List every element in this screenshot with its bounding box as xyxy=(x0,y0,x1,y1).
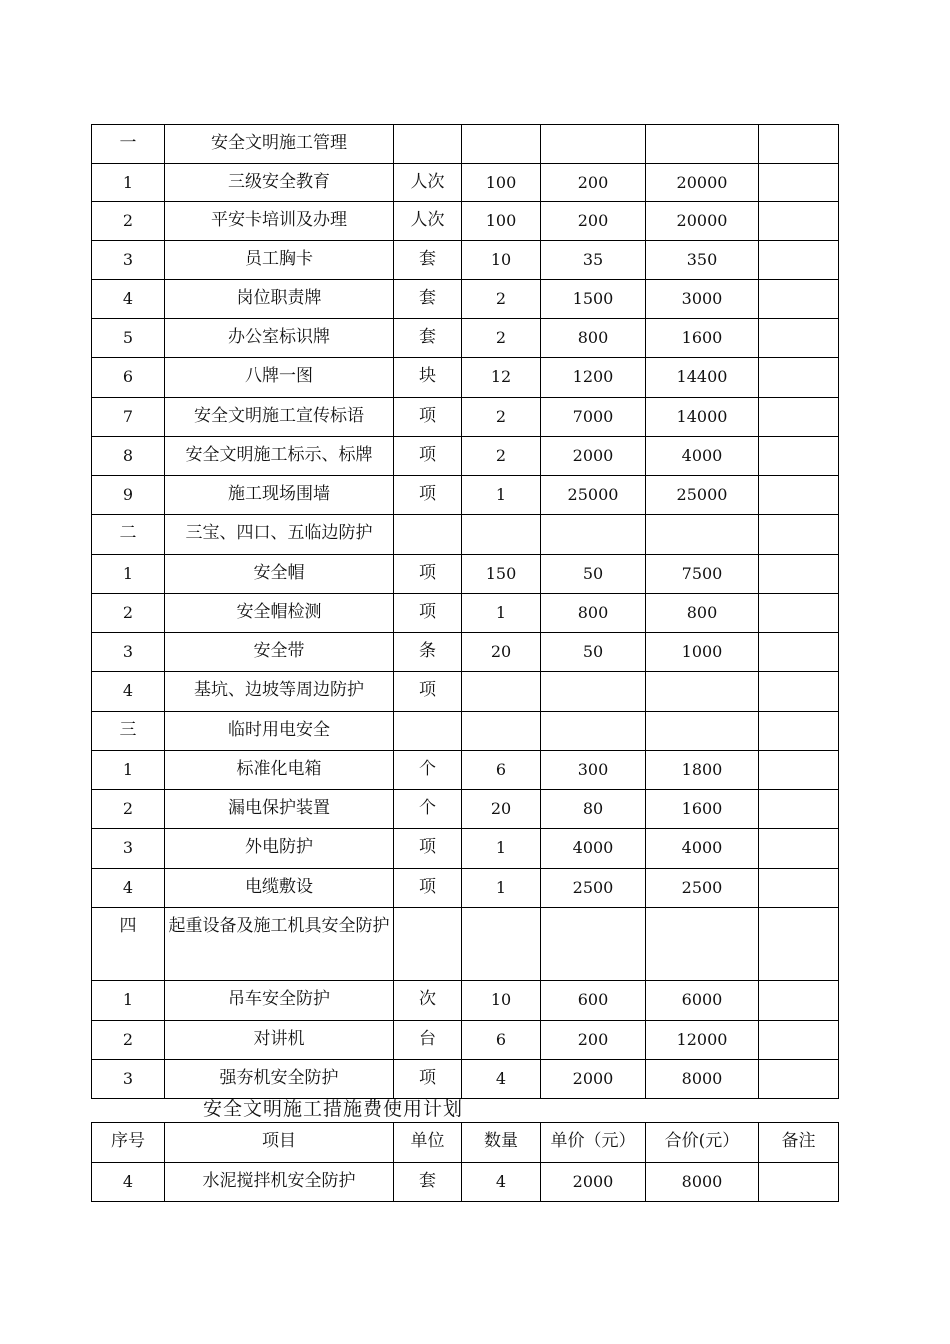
cell-no: 4 xyxy=(92,280,165,319)
cell-total: 1600 xyxy=(646,790,759,829)
header-unit: 单位 xyxy=(394,1123,462,1163)
cell-unit: 个 xyxy=(394,751,462,790)
table-row xyxy=(92,280,839,319)
cell-unit: 项 xyxy=(394,437,462,476)
cell-total: 350 xyxy=(646,241,759,280)
cell-qty: 12 xyxy=(462,358,541,398)
cell-qty: 2 xyxy=(462,398,541,437)
cell-price: 2500 xyxy=(541,869,646,908)
cell-total: 20000 xyxy=(646,202,759,241)
table-row xyxy=(92,125,839,164)
cell-no: 1 xyxy=(92,981,165,1021)
cell-unit xyxy=(394,125,462,164)
cell-no: 4 xyxy=(92,1163,165,1202)
cell-item: 水泥搅拌机安全防护 xyxy=(165,1163,394,1202)
cell-price xyxy=(541,712,646,751)
cell-note xyxy=(759,594,839,633)
cell-price: 2000 xyxy=(541,1163,646,1202)
cell-note xyxy=(759,1163,839,1202)
cell-total xyxy=(646,672,759,712)
cell-unit: 项 xyxy=(394,829,462,869)
cell-note xyxy=(759,280,839,319)
cell-no: 8 xyxy=(92,437,165,476)
cell-unit: 项 xyxy=(394,1060,462,1099)
cell-note xyxy=(759,398,839,437)
cell-no: 1 xyxy=(92,751,165,790)
cell-total: 4000 xyxy=(646,829,759,869)
cell-note xyxy=(759,1021,839,1060)
table-row xyxy=(92,164,839,202)
cell-no: 3 xyxy=(92,829,165,869)
cell-qty: 1 xyxy=(462,476,541,515)
cell-note xyxy=(759,908,839,981)
header-note: 备注 xyxy=(759,1123,839,1163)
cell-note xyxy=(759,241,839,280)
cell-qty xyxy=(462,908,541,981)
table-row xyxy=(92,202,839,241)
cell-price: 800 xyxy=(541,319,646,358)
header-qty: 数量 xyxy=(462,1123,541,1163)
cell-qty: 4 xyxy=(462,1163,541,1202)
cell-note xyxy=(759,672,839,712)
cell-item: 安全文明施工管理 xyxy=(165,125,394,164)
header-item: 项目 xyxy=(165,1123,394,1163)
cell-price xyxy=(541,515,646,555)
table-row xyxy=(92,829,839,869)
cell-total xyxy=(646,908,759,981)
cell-item: 外电防护 xyxy=(165,829,394,869)
cell-total: 1000 xyxy=(646,633,759,672)
cell-note xyxy=(759,476,839,515)
cell-qty: 2 xyxy=(462,437,541,476)
table-row xyxy=(92,398,839,437)
cell-total xyxy=(646,712,759,751)
cell-total: 800 xyxy=(646,594,759,633)
cell-note xyxy=(759,712,839,751)
table-row xyxy=(92,672,839,712)
cell-item: 八牌一图 xyxy=(165,358,394,398)
table-header-row xyxy=(92,1123,839,1163)
cell-qty: 1 xyxy=(462,869,541,908)
cell-total: 25000 xyxy=(646,476,759,515)
table-row xyxy=(92,476,839,515)
table-row xyxy=(92,712,839,751)
cell-no: 2 xyxy=(92,202,165,241)
table-row xyxy=(92,319,839,358)
cell-total: 8000 xyxy=(646,1060,759,1099)
cell-no: 4 xyxy=(92,869,165,908)
cell-note xyxy=(759,437,839,476)
cell-item: 安全文明施工标示、标牌 xyxy=(165,437,394,476)
cell-note xyxy=(759,751,839,790)
cell-item: 三宝、四口、五临边防护 xyxy=(165,515,394,555)
table-row xyxy=(92,241,839,280)
cell-price: 200 xyxy=(541,164,646,202)
cell-price xyxy=(541,672,646,712)
cell-unit xyxy=(394,908,462,981)
cell-item: 电缆敷设 xyxy=(165,869,394,908)
cell-total: 8000 xyxy=(646,1163,759,1202)
cell-price: 300 xyxy=(541,751,646,790)
cell-qty xyxy=(462,672,541,712)
cell-no: 4 xyxy=(92,672,165,712)
cell-price: 200 xyxy=(541,202,646,241)
cell-no: 二 xyxy=(92,515,165,555)
cell-note xyxy=(759,869,839,908)
cell-qty xyxy=(462,712,541,751)
cell-item: 安全带 xyxy=(165,633,394,672)
cell-unit xyxy=(394,515,462,555)
cell-item: 强夯机安全防护 xyxy=(165,1060,394,1099)
cell-no: 3 xyxy=(92,241,165,280)
cell-unit: 个 xyxy=(394,790,462,829)
cell-qty: 150 xyxy=(462,555,541,594)
cell-unit: 套 xyxy=(394,319,462,358)
cell-price xyxy=(541,125,646,164)
cell-total: 4000 xyxy=(646,437,759,476)
cell-item: 安全帽 xyxy=(165,555,394,594)
table-row xyxy=(92,358,839,398)
cell-unit: 项 xyxy=(394,594,462,633)
cell-total: 3000 xyxy=(646,280,759,319)
cell-unit: 块 xyxy=(394,358,462,398)
cell-qty: 2 xyxy=(462,280,541,319)
cell-item: 起重设备及施工机具安全防护 xyxy=(165,908,394,981)
cell-no: 四 xyxy=(92,908,165,981)
cell-price: 2000 xyxy=(541,437,646,476)
cell-no: 1 xyxy=(92,555,165,594)
header-price: 单价（元） xyxy=(541,1123,646,1163)
cell-no: 2 xyxy=(92,594,165,633)
cell-total: 1800 xyxy=(646,751,759,790)
cell-unit: 套 xyxy=(394,1163,462,1202)
table-row xyxy=(92,981,839,1021)
table-row xyxy=(92,908,839,981)
cell-note xyxy=(759,125,839,164)
cell-note xyxy=(759,358,839,398)
cell-note xyxy=(759,829,839,869)
cell-price: 35 xyxy=(541,241,646,280)
cost-table-main xyxy=(91,124,839,1099)
cell-total xyxy=(646,125,759,164)
cell-item: 岗位职责牌 xyxy=(165,280,394,319)
table-row xyxy=(92,555,839,594)
cell-item: 施工现场围墙 xyxy=(165,476,394,515)
cell-item: 员工胸卡 xyxy=(165,241,394,280)
table-row xyxy=(92,751,839,790)
cell-item: 三级安全教育 xyxy=(165,164,394,202)
cell-item: 对讲机 xyxy=(165,1021,394,1060)
cell-unit xyxy=(394,712,462,751)
cell-unit: 项 xyxy=(394,672,462,712)
cell-no: 三 xyxy=(92,712,165,751)
table-row xyxy=(92,515,839,555)
cell-price: 2000 xyxy=(541,1060,646,1099)
cell-unit: 套 xyxy=(394,241,462,280)
cell-total: 7500 xyxy=(646,555,759,594)
table-row xyxy=(92,594,839,633)
cell-no: 3 xyxy=(92,1060,165,1099)
cell-total: 12000 xyxy=(646,1021,759,1060)
cell-qty: 6 xyxy=(462,751,541,790)
table-row xyxy=(92,437,839,476)
table-row xyxy=(92,1060,839,1099)
cell-unit: 项 xyxy=(394,398,462,437)
cell-total: 2500 xyxy=(646,869,759,908)
cell-qty: 100 xyxy=(462,164,541,202)
cell-price: 50 xyxy=(541,633,646,672)
cell-total: 1600 xyxy=(646,319,759,358)
cell-note xyxy=(759,202,839,241)
header-no: 序号 xyxy=(92,1123,165,1163)
cell-no: 7 xyxy=(92,398,165,437)
cell-qty: 4 xyxy=(462,1060,541,1099)
cell-qty: 20 xyxy=(462,633,541,672)
cell-total: 20000 xyxy=(646,164,759,202)
cell-unit: 条 xyxy=(394,633,462,672)
cell-qty: 6 xyxy=(462,1021,541,1060)
cell-no: 1 xyxy=(92,164,165,202)
header-total: 合价(元） xyxy=(646,1123,759,1163)
cell-note xyxy=(759,555,839,594)
cell-no: 一 xyxy=(92,125,165,164)
cell-item: 平安卡培训及办理 xyxy=(165,202,394,241)
cell-price: 80 xyxy=(541,790,646,829)
cell-note xyxy=(759,981,839,1021)
cell-qty: 100 xyxy=(462,202,541,241)
cell-price: 800 xyxy=(541,594,646,633)
cell-item: 标准化电箱 xyxy=(165,751,394,790)
cell-item: 吊车安全防护 xyxy=(165,981,394,1021)
cell-no: 2 xyxy=(92,1021,165,1060)
cell-unit: 台 xyxy=(394,1021,462,1060)
table-row xyxy=(92,790,839,829)
cell-qty xyxy=(462,125,541,164)
table-caption: 安全文明施工措施费使用计划 xyxy=(203,1098,464,1120)
cell-price: 25000 xyxy=(541,476,646,515)
cell-qty: 1 xyxy=(462,829,541,869)
cell-qty: 20 xyxy=(462,790,541,829)
cell-item: 安全帽检测 xyxy=(165,594,394,633)
cell-note xyxy=(759,515,839,555)
cell-price: 200 xyxy=(541,1021,646,1060)
cell-price: 4000 xyxy=(541,829,646,869)
cell-note xyxy=(759,633,839,672)
cell-total: 14400 xyxy=(646,358,759,398)
cost-table-continued xyxy=(91,1122,839,1202)
cell-price: 7000 xyxy=(541,398,646,437)
cell-unit: 人次 xyxy=(394,164,462,202)
cell-unit: 项 xyxy=(394,555,462,594)
cell-unit: 人次 xyxy=(394,202,462,241)
cell-total xyxy=(646,515,759,555)
table-row xyxy=(92,633,839,672)
cell-price: 50 xyxy=(541,555,646,594)
table-row xyxy=(92,1021,839,1060)
cell-item: 办公室标识牌 xyxy=(165,319,394,358)
cell-no: 3 xyxy=(92,633,165,672)
cell-qty xyxy=(462,515,541,555)
cell-unit: 项 xyxy=(394,476,462,515)
cell-item: 基坑、边坡等周边防护 xyxy=(165,672,394,712)
table-row xyxy=(92,869,839,908)
cell-item: 安全文明施工宣传标语 xyxy=(165,398,394,437)
cell-item: 临时用电安全 xyxy=(165,712,394,751)
cell-unit: 项 xyxy=(394,869,462,908)
cell-unit: 套 xyxy=(394,280,462,319)
cell-total: 14000 xyxy=(646,398,759,437)
cell-price: 600 xyxy=(541,981,646,1021)
cell-qty: 10 xyxy=(462,981,541,1021)
cell-total: 6000 xyxy=(646,981,759,1021)
cell-qty: 1 xyxy=(462,594,541,633)
cell-no: 6 xyxy=(92,358,165,398)
cell-price: 1200 xyxy=(541,358,646,398)
cell-note xyxy=(759,790,839,829)
cell-item: 漏电保护装置 xyxy=(165,790,394,829)
cell-price: 1500 xyxy=(541,280,646,319)
cell-note xyxy=(759,319,839,358)
table-row xyxy=(92,1163,839,1202)
cell-unit: 次 xyxy=(394,981,462,1021)
cell-no: 2 xyxy=(92,790,165,829)
cell-price xyxy=(541,908,646,981)
cell-note xyxy=(759,1060,839,1099)
cell-qty: 2 xyxy=(462,319,541,358)
cell-no: 9 xyxy=(92,476,165,515)
cell-note xyxy=(759,164,839,202)
cell-no: 5 xyxy=(92,319,165,358)
cell-qty: 10 xyxy=(462,241,541,280)
